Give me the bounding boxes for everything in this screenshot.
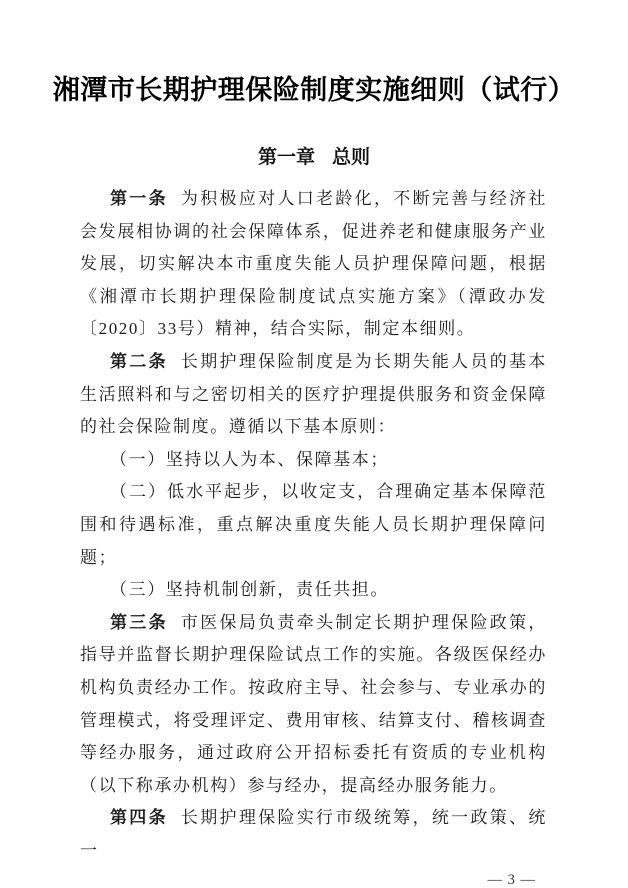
- article-paragraph: [80, 607, 547, 803]
- article-number: 第一条: [110, 189, 168, 208]
- chapter-heading: [0, 108, 628, 170]
- chapter-title: 总则: [332, 147, 371, 168]
- paragraph-text: （一）坚持以人为本、保障基本；: [110, 449, 389, 469]
- paragraph-text: 长期护理保险实行市级统筹，统一政策、统一: [80, 808, 547, 860]
- page-number: — 3 —: [487, 872, 536, 888]
- article-number: 第四条: [110, 808, 168, 828]
- document-title: 湘潭市长期护理保险制度实施细则（试行）: [52, 75, 576, 105]
- paragraph-text: 长期护理保险制度是为长期失能人员的基本生活照料和与之密切相关的医疗护理提供服务和资金保障的社会保险制度。遵循以下基本原则：: [80, 351, 547, 437]
- article-number: 第三条: [110, 612, 168, 632]
- list-item: [80, 444, 547, 477]
- article-paragraph: [80, 346, 547, 444]
- paragraph-text: 为积极应对人口老龄化，不断完善与经济社会发展相协调的社会保障体系，促进养老和健康服务产业发展，切实解决本市重度失能人员护理保障问题，根据《湘潭市长期护理保险制度试点实施方案》（潭政办发〔2020〕33号）精神，结合实际，制定本细则。: [80, 189, 547, 339]
- document-body: [0, 170, 628, 867]
- paragraph-text: （二）低水平起步，以收定支，合理确定基本保障范围和待遇标准，重点解决重度失能人员长期护理保障问题；: [80, 482, 547, 567]
- list-item: [80, 476, 547, 574]
- chapter-number: 第一章: [257, 147, 315, 168]
- article-number: 第二条: [110, 351, 168, 371]
- list-item: [80, 574, 547, 607]
- article-paragraph: [80, 802, 547, 867]
- paragraph-text: 市医保局负责牵头制定长期护理保险政策，指导并监督长期护理保险试点工作的实施。各级医保经办机构负责经办工作。按政府主导、社会参与、专业承办的管理模式，将受理评定、费用审核、结算支付、稽核调查等经办服务，通过政府公开招标委托有资质的专业机构（以下称承办机构）参与经办，提高经办服务能力。: [80, 612, 547, 795]
- paragraph-text: （三）坚持机制创新，责任共担。: [110, 580, 389, 600]
- article-paragraph: [80, 183, 547, 346]
